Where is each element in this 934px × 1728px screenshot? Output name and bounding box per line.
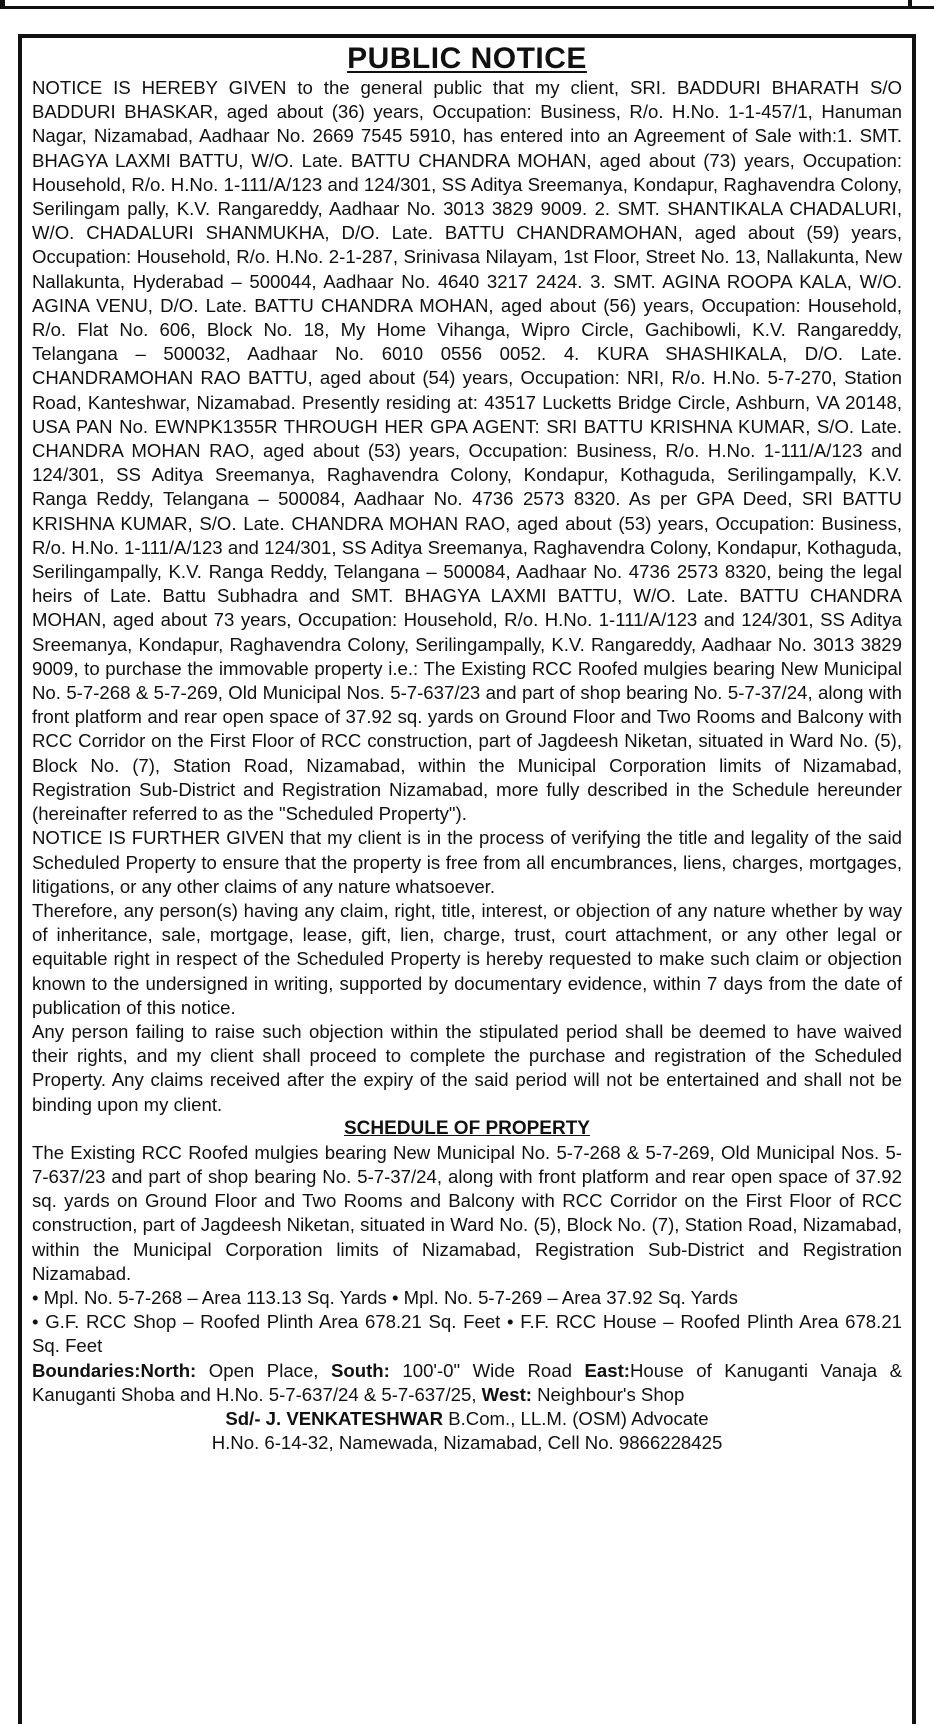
schedule-bullet-areas: • Mpl. No. 5-7-268 – Area 113.13 Sq. Yards • Mpl. No. 5-7-269 – Area 37.92 Sq. Yards <box>32 1286 738 1308</box>
top-border-right-tick <box>908 0 912 9</box>
advocate-qualifications: B.Com., LL.M. (OSM) Advocate <box>443 1407 709 1429</box>
signature-line <box>32 1407 902 1431</box>
notice-paragraph-1: NOTICE IS HEREBY GIVEN to the general public that my client, SRI. BADDURI BHARATH S/O BADDURI BHASKAR, aged about (36) years, Occupation: Business, R/o. H.No. 1-1-457/1, Hanuman Nagar, Nizamabad, Aadhaar No. 2669 7545 5910, has entered into an Agreement of Sale with:1. SMT. BHAGYA LAXMI BATTU, W/O. Late. BATTU CHANDRA MOHAN, aged about (73) years, Occupation: Household, R/o. H.No. 1-111/A/123 and 124/301, SS Aditya Sreemanya, Kondapur, Raghavendra Colony, Serilingam pally, K.V. Rangareddy, Aadhaar No. 3013 3829 9009. 2. SMT. SHANTIKALA CHADALURI, W/O. CHADALURI SHANMUKHA, D/O. Late. BATTU CHANDRAMOHAN, aged about (59) years, Occupation: Household, R/o. H.No. 2-1-287, Srinivasa Nilayam, 1st Floor, Street No. 13, Nallakunta, New Nallakunta, Hyderabad – 500044, Aadhaar No. 4640 3217 2424. 3. SMT. AGINA ROOPA KALA, W/O. AGINA VENU, D/O. Late. BATTU CHANDRA MOHAN, aged about (56) years, Occupation: Household, R/o. Flat No. 606, Block No. 18, My Home Vihanga, Wipro Circle, Gachibowli, K.V. Rangareddy, Telangana – 500032, Aadhaar No. 6010 0556 0052. 4. KURA SHASHIKALA, D/O. Late. CHANDRAMOHAN RAO BATTU, aged about (54) years, Occupation: NRI, R/o. H.No. 5-7-270, Station Road, Kanteshwar, Nizamabad. Presently residing at: 43517 Lucketts Bridge Circle, Ashburn, VA 20148, USA PAN No. EWNPK1355R THROUGH HER GPA AGENT: SRI BATTU KRISHNA KUMAR, S/O. Late. CHANDRA MOHAN RAO, aged about (53) years, Occupation: Business, R/o. H.No. 1-111/A/123 and 124/301, SS Aditya Sreemanya, Raghavendra Colony, Kondapur, Kothaguda, Serilingampally, K.V. Ranga Reddy, Telangana – 500084, Aadhaar No. 4736 2573 8320. As per GPA Deed, SRI BATTU KRISHNA KUMAR, S/O. Late. CHANDRA MOHAN RAO, aged about (53) years, Occupation: Business, R/o. H.No. 1-111/A/123 and 124/301, SS Aditya Sreemanya, Raghavendra Colony, Kondapur, Kothaguda, Serilingampally, K.V. Ranga Reddy, Telangana – 500084, Aadhaar No. 4736 2573 8320, being the legal heirs of Late. Battu Subhadra and SMT. BHAGYA LAXMI BATTU, W/O. Late. BATTU CHANDRA MOHAN, aged about 73 years, Occupation: Household, R/o. H.No. 1-111/A/123 and 124/301, SS Aditya Sreemanya, Kondapur, Raghavendra Colony, Serilingampally, K.V. Rangareddy, Aadhaar No. 3013 3829 9009, to purchase the immovable property i.e.: The Existing RCC Roofed mulgies bearing New Municipal No. 5-7-268 & 5-7-269, Old Municipal Nos. 5-7-637/23 and part of shop bearing No. 5-7-37/24, along with front platform and rear open space of 37.92 sq. yards on Ground Floor and Two Rooms and Balcony with RCC Corridor on the First Floor of RCC construction, part of Jagdeesh Niketan, situated in Ward No. (5), Block No. (7), Station Road, Nizamabad, within the Municipal Corporation limits of Nizamabad, Registration Sub-District and Registration Nizamabad, more fully described in the Schedule hereunder (hereinafter referred to as the "Scheduled Property"). <box>32 77 902 825</box>
public-notice-box <box>18 34 916 1724</box>
schedule-description: The Existing RCC Roofed mulgies bearing New Municipal No. 5-7-268 & 5-7-269, Old Municipal Nos. 5-7-637/23 and part of shop bearing No. 5-7-37/24, along with front platform and rear open space of 37.92 sq. yards on Ground Floor and Two Rooms and Balcony with RCC Corridor on the First Floor of RCC construction, part of Jagdeesh Niketan, situated in Ward No. (5), Block No. (7), Station Road, Nizamabad, within the Municipal Corporation limits of Nizamabad, Registration Sub-District and Registration Nizamabad. <box>32 1141 902 1284</box>
east-label: East: <box>584 1359 630 1381</box>
notice-paragraph-2: NOTICE IS FURTHER GIVEN that my client is in the process of verifying the title and legality of the said Scheduled Property to ensure that the property is free from all encumbrances, liens, charges, mortgages, litigations, or any other claims of any nature whatsoever. <box>32 827 902 897</box>
east-value: House of Kanuganti Vanaja & Kanuganti Shoba and H.No. 5-7-637/24 & 5-7-637/25, <box>32 1359 902 1405</box>
north-label: North: <box>140 1359 197 1381</box>
advocate-name: Sd/- J. VENKATESHWAR <box>225 1407 444 1429</box>
south-value: 100'-0" Wide Road <box>389 1359 585 1381</box>
advocate-address: H.No. 6-14-32, Namewada, Nizamabad, Cell No. 9866228425 <box>211 1432 723 1454</box>
north-value: Open Place, <box>196 1359 331 1381</box>
notice-paragraph-3: Therefore, any person(s) having any claim, right, title, interest, or objection of any nature whether by way of inheritance, sale, mortgage, lease, gift, lien, charge, trust, court attachment, or any other legal or equitable right in respect of the Scheduled Property is hereby requested to make such claim or objection known to the undersigned in writing, supported by documentary evidence, within 7 days from the date of publication of this notice. <box>32 899 902 1018</box>
boundaries-paragraph <box>32 1359 902 1407</box>
top-border-left-tick <box>0 0 5 9</box>
top-border-strip <box>0 0 934 12</box>
top-border-line <box>0 6 934 9</box>
notice-title: PUBLIC NOTICE <box>347 42 587 75</box>
boundaries-label: Boundaries: <box>32 1359 141 1381</box>
schedule-heading: SCHEDULE OF PROPERTY <box>344 1117 590 1139</box>
schedule-bullet-plinth: • G.F. RCC Shop – Roofed Plinth Area 678.21 Sq. Feet • F.F. RCC House – Roofed Plinth Area 678.21 Sq. Feet <box>32 1311 902 1357</box>
west-value: Neighbour's Shop <box>531 1383 685 1405</box>
west-label: West: <box>481 1383 532 1405</box>
south-label: South: <box>331 1359 390 1381</box>
notice-paragraph-4: Any person failing to raise such objection within the stipulated period shall be deemed to have waived their rights, and my client shall proceed to complete the purchase and registration of the Scheduled Property. Any claims received after the expiry of the said period will not be entertained and shall not be binding upon my client. <box>32 1020 902 1115</box>
